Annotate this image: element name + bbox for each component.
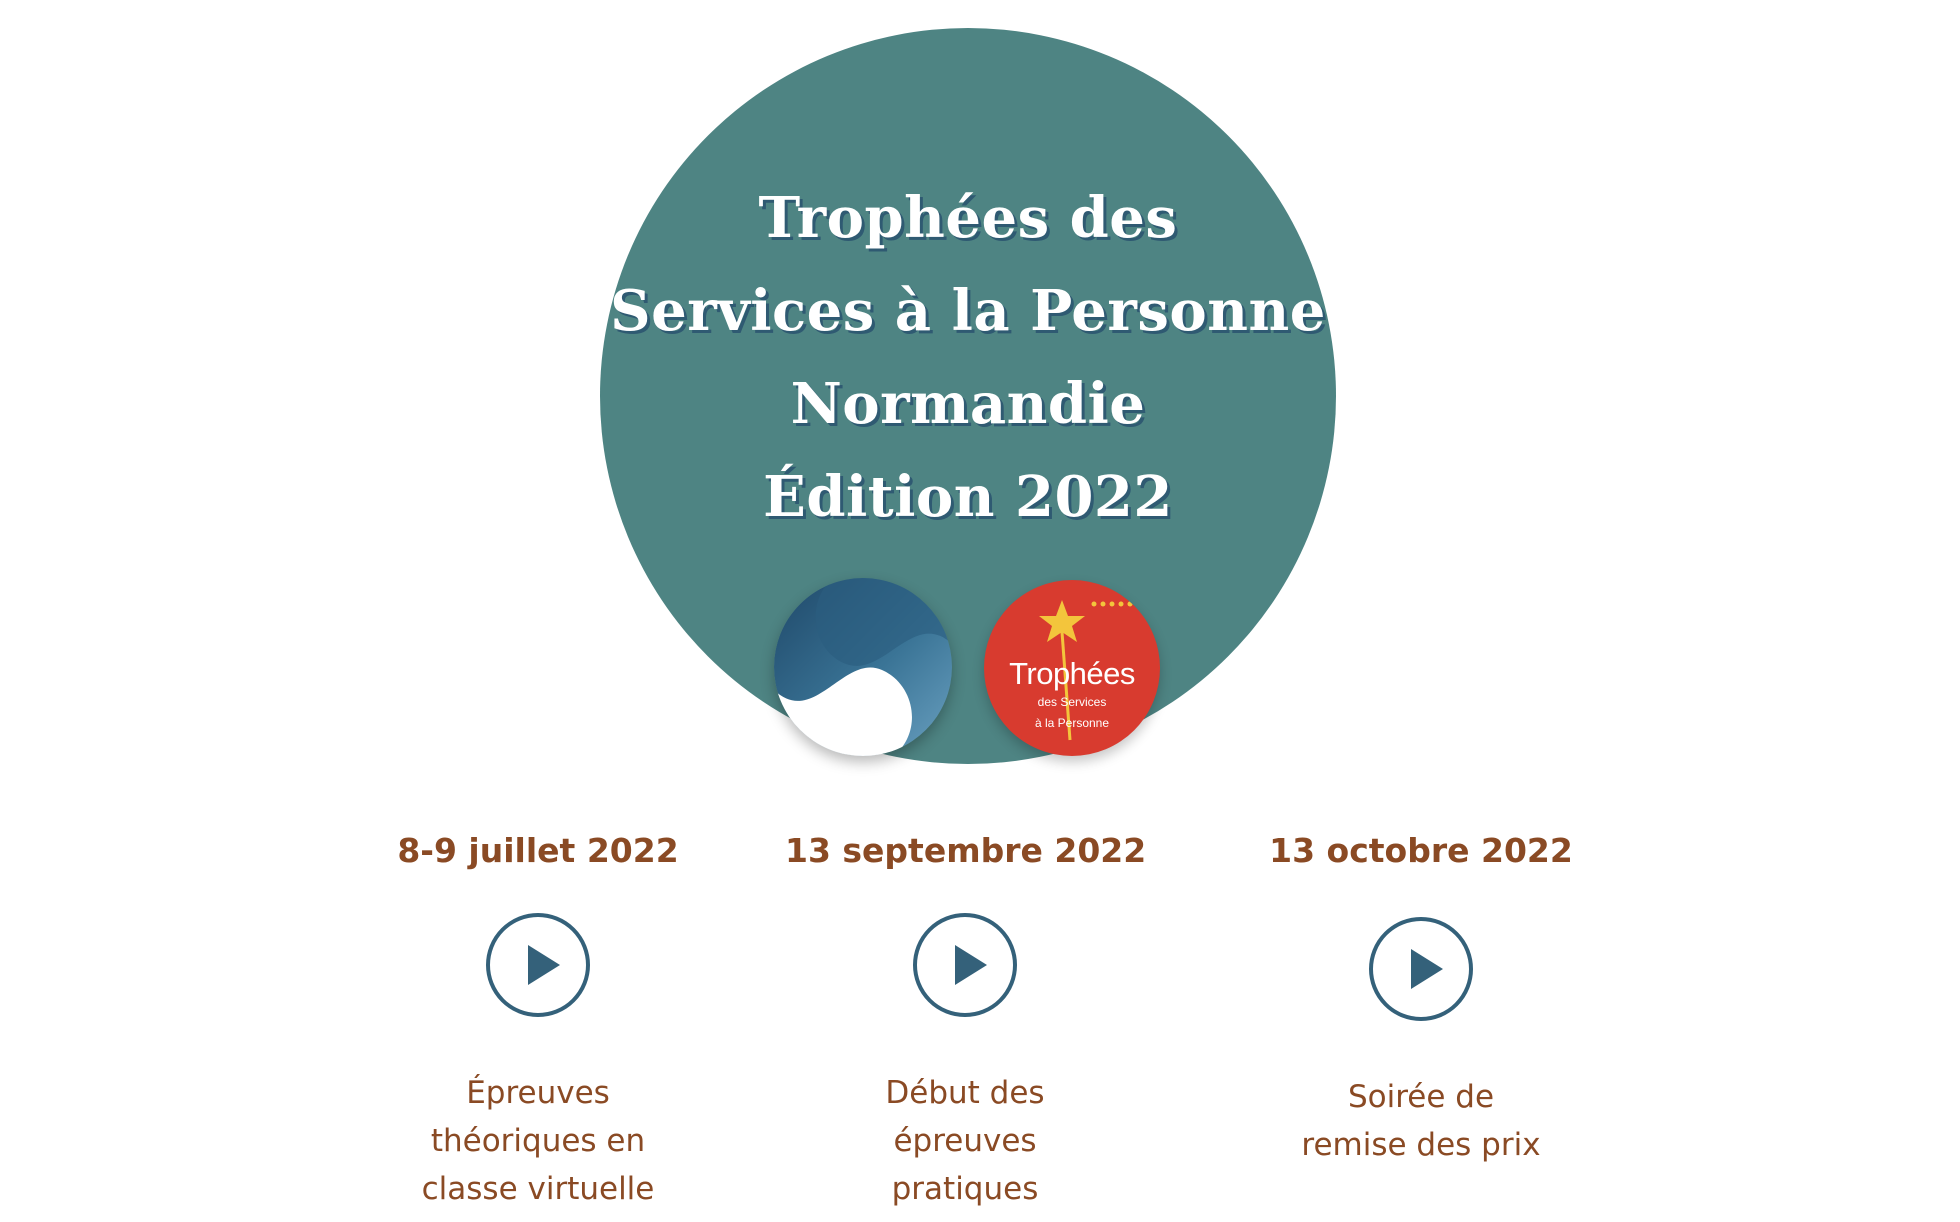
step-desc-line: classe virtuelle: [421, 1171, 655, 1207]
step-desc-line: Épreuves: [466, 1075, 610, 1111]
step-desc-line: Soirée de: [1347, 1079, 1495, 1115]
timeline-step-1: [358, 830, 718, 1213]
services-swirl-logo: [774, 578, 952, 756]
step-description: [358, 1069, 718, 1213]
play-icon: [917, 917, 1013, 1013]
step-desc-line: remise des prix: [1301, 1127, 1541, 1163]
hero-title-line-4: Édition 2022: [763, 464, 1173, 530]
trophees-logo: [984, 580, 1160, 756]
play-video-button-2[interactable]: [913, 913, 1017, 1017]
play-video-button-1[interactable]: [486, 913, 590, 1017]
hero-title: [600, 172, 1336, 544]
timeline-step-2: [785, 830, 1145, 1213]
play-icon: [490, 917, 586, 1013]
trophees-logo-word: Trophées: [1009, 656, 1135, 691]
step-desc-line: pratiques: [891, 1171, 1039, 1207]
timeline-step-3: [1241, 830, 1601, 1169]
play-video-button-3[interactable]: [1369, 917, 1473, 1021]
step-description: [1241, 1073, 1601, 1169]
step-description: [785, 1069, 1145, 1213]
step-date: 13 octobre 2022: [1269, 831, 1573, 870]
trophees-logo-sub-1: des Services: [1037, 695, 1107, 709]
trophees-logo-sub-2: à la Personne: [1034, 716, 1110, 730]
step-desc-line: épreuves: [893, 1123, 1037, 1159]
step-date: 13 septembre 2022: [785, 831, 1147, 870]
step-desc-line: Début des: [885, 1075, 1045, 1111]
step-date: 8-9 juillet 2022: [397, 831, 679, 870]
play-icon: [1373, 921, 1469, 1017]
hero-title-line-2: Services à la Personne: [610, 278, 1326, 344]
hero-title-line-3: Normandie: [790, 371, 1146, 437]
step-desc-line: théoriques en: [430, 1123, 646, 1159]
hero-title-line-1: Trophées des: [758, 185, 1178, 251]
